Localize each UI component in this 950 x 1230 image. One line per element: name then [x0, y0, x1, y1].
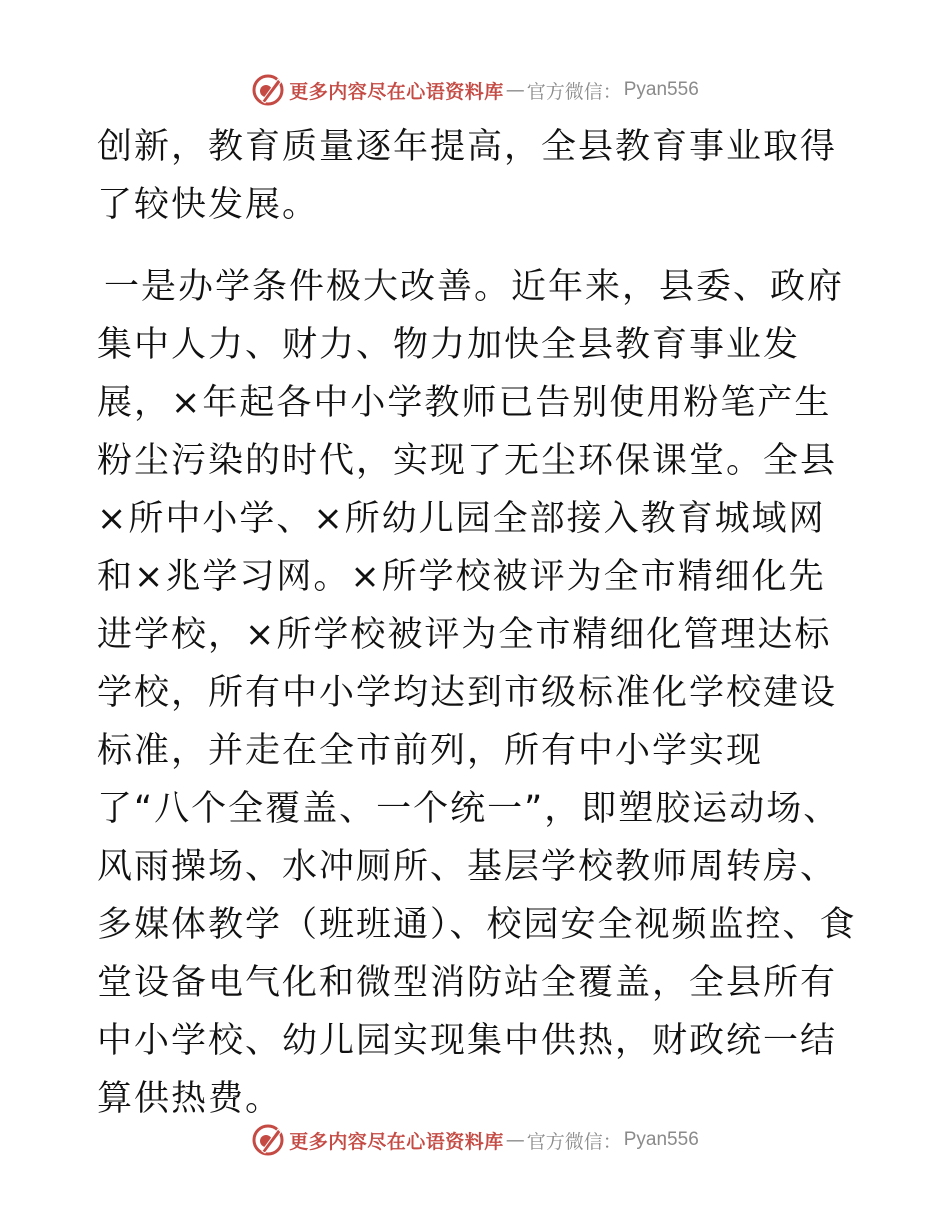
pen-logo-icon	[251, 1123, 285, 1157]
watermark-official-label: 官方微信：	[526, 1130, 622, 1153]
footer-watermark	[0, 1120, 950, 1160]
pen-logo-icon	[251, 73, 285, 107]
watermark-brand-text: 更多内容尽在心语资料库	[289, 1130, 504, 1153]
watermark-wechat-id: Pyan556	[623, 1129, 699, 1150]
header-watermark	[0, 70, 950, 110]
document-body	[97, 118, 857, 1128]
watermark-brand-text: 更多内容尽在心语资料库	[289, 80, 504, 103]
watermark-official-label: 官方微信：	[526, 80, 622, 103]
watermark-dash: —	[505, 79, 525, 101]
paragraph-1: 创新，教育质量逐年提高，全县教育事业取得了较快发展。	[97, 127, 838, 225]
watermark-wechat-id: Pyan556	[623, 79, 699, 100]
watermark-dash: —	[505, 1129, 525, 1151]
paragraph-2: 一是办学条件极大改善。近年来，县委、政府集中人力、财力、物力加快全县教育事业发展，×年起各中小学教师已告别使用粉笔产生粉尘污染的时代，实现了无尘环保课堂。全县×所中小学、×所幼儿园全部接入教育城域网和×兆学习网。×所学校被评为全市精细化先进学校，×所学校被评为全市精细化管理达标学校，所有中小学均达到市级标准化学校建设标准，并走在全市前列，所有中小学实现了“八个全覆盖、一个统一”，即塑胶运动场、风雨操场、水冲厕所、基层学校教师周转房、多媒体教学（班班通）、校园安全视频监控、食堂设备电气化和微型消防站全覆盖，全县所有中小学校、幼儿园实现集中供热，财政统一结算供热费。	[97, 267, 857, 1119]
